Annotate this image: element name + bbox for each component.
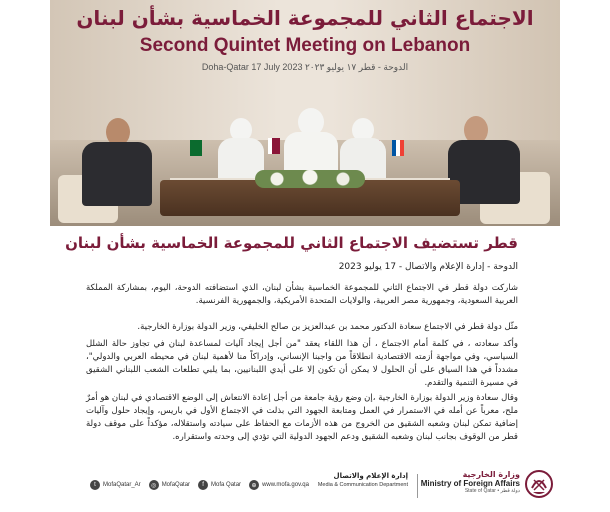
qatar-emblem-icon [524, 468, 554, 500]
department-name-en: Media & Communication Department [317, 482, 408, 488]
article-paragraph: وقال سعادة وزير الدولة بوزارة الخارجية ،إن وضع رؤية جامعة من أجل إعادة الانتعاش إلى الوضع الاقتصادي في لبنان هو أمرٌ ملح، معرباً عن أمله في الاستمرار في العمل ومتابعة الجهود التي بذلت في الاجتماع الأول في باريس، وإيجاد حلول وآليات إضافية تمكن لبنان وشعبه الشقيق من الخروج من هذه الأزمات مع الحفاظ على سيادته واستقلاله، مؤكداً على موقف دولة قطر من الوقوف بجانب لبنان وشعبه الشقيق ودعم الجهود الدولية التي تؤدي إلى وحدته واستقراره. [86, 393, 518, 442]
social-label: MofaQatar [161, 482, 191, 488]
flower-centerpiece [255, 170, 365, 188]
ministry-subtitle: State of Qatar • دولة قطر [464, 488, 520, 494]
article-paragraph: شاركت دولة قطر في الاجتماع الثاني للمجموعة الخماسية بشأن لبنان، الذي استضافته الدوحة، اليوم، بمشاركة المملكة العربية السعودية، وجمهورية مصر العربية، والولايات المتحدة الأمريكية، والجمهورية الفرنسية. [86, 283, 518, 306]
social-label: Mofa Qatar [211, 482, 242, 488]
banner-title-ar: الاجتماع الثاني للمجموعة الخماسية بشأن لبنان [76, 6, 534, 30]
twitter-icon: t [90, 480, 100, 490]
ministry-name-en: Ministry of Foreign Affairs [420, 479, 520, 488]
article-paragraph: وأكد سعادته ، في كلمة أمام الاجتماع ، أن هذا اللقاء يعقد "من أجل إيجاد آليات لمساعدة لبنان في تجاوز حالة الشلل السياسي، وفي مواجهة أزمته الاقتصادية انطلاقاً من واجبنا الإنساني، وإدراكاً منا لأهمية لبنان في محيطه العربي والدولي"، مشدداً في هذا السياق على أن الحلول لا يمكن أن تكون إلا على أيدي اللبنانيين، بما يلبي تطلعات الشعب اللبناني الشقيق في مسيرة التنمية والتقدم. [86, 339, 518, 388]
instagram-icon: ◎ [149, 480, 159, 490]
social-links [90, 480, 309, 490]
social-label: MofaQatar_Ar [103, 482, 141, 488]
article-paragraph: مثّل دولة قطر في الاجتماع سعادة الدكتور محمد بن عبدالعزيز بن صالح الخليفي، وزير الدولة بوزارة الخارجية. [137, 322, 518, 332]
social-link-facebook[interactable] [198, 480, 241, 490]
social-link-instagram[interactable] [149, 480, 190, 490]
web-icon: ⊕ [249, 480, 259, 490]
france-flag-icon [392, 140, 404, 156]
banner-place-date: Doha-Qatar 17 July 2023 الدوحة - قطر ١٧ يوليو ٢٠٢٣ [201, 62, 409, 72]
article-headline: قطر تستضيف الاجتماع الثاني للمجموعة الخماسية بشأن لبنان [65, 234, 518, 252]
ministry-name-ar: وزارة الخارجية [462, 470, 520, 479]
footer [50, 468, 560, 504]
meeting-photo [50, 0, 560, 226]
department-name-ar: إدارة الإعلام والاتصال [333, 472, 408, 480]
qatar-flag-icon [268, 138, 280, 154]
department-name [308, 472, 408, 488]
saudi-flag-icon [190, 140, 202, 156]
facebook-icon: f [198, 480, 208, 490]
banner-title-en: Second Quintet Meeting on Lebanon [139, 35, 471, 56]
ministry-name [410, 470, 520, 494]
social-link-website[interactable] [249, 480, 309, 490]
social-label: www.mofa.gov.qa [262, 482, 309, 488]
article-dateline: الدوحة - إدارة الإعلام والاتصال - 17 يوليو 2023 [338, 262, 518, 272]
social-link-twitter[interactable] [90, 480, 141, 490]
